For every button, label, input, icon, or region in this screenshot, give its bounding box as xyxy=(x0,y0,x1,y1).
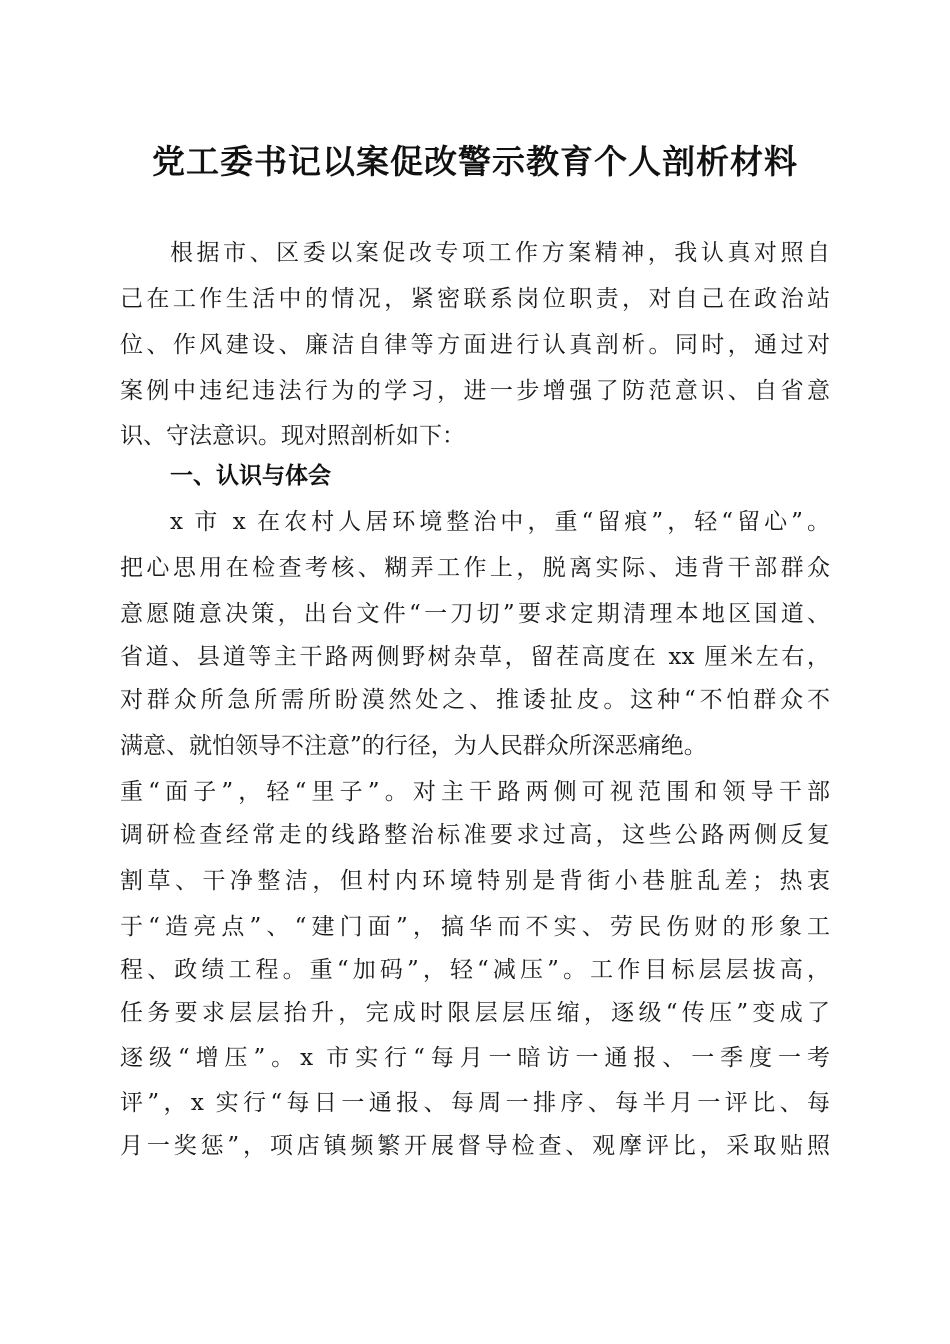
body-line: x 市 x 在农村人居环境整治中，重“留痕”，轻“留心”。 xyxy=(170,509,830,535)
intro-line: 案例中违纪违法行为的学习，进一步增强了防范意识、自省意 xyxy=(120,378,830,404)
body-line: 把心思用在检查考核、糊弄工作上，脱离实际、违背干部群众 xyxy=(120,555,830,581)
body-line: 省道、县道等主干路两侧野树杂草，留茬高度在 xx 厘米左右， xyxy=(120,644,830,670)
body-line: 重“面子”，轻“里子”。对主干路两侧可视范围和领导干部 xyxy=(120,779,830,805)
intro-line: 位、作风建设、廉洁自律等方面进行认真剖析。同时，通过对 xyxy=(120,332,830,358)
section-heading: 一、认识与体会 xyxy=(170,463,331,489)
intro-line: 根据市、区委以案促改专项工作方案精神，我认真对照自 xyxy=(170,240,830,266)
body-line: 割草、干净整洁，但村内环境特别是背街小巷脏乱差；热衷 xyxy=(120,868,830,894)
body-line: 逐级“增压”。x 市实行“每月一暗访一通报、一季度一考 xyxy=(120,1045,830,1071)
body-line: 调研检查经常走的线路整治标准要求过高，这些公路两侧反复 xyxy=(120,822,830,848)
body-line: 任务要求层层抬升，完成时限层层压缩，逐级“传压”变成了 xyxy=(120,1000,830,1026)
body-line: 月一奖惩”，项店镇频繁开展督导检查、观摩评比，采取贴照 xyxy=(120,1133,830,1159)
body-line: 意愿随意决策，出台文件“一刀切”要求定期清理本地区国道、 xyxy=(120,601,830,627)
body-line: 对群众所急所需所盼漠然处之、推诿扯皮。这种“不怕群众不 xyxy=(120,687,830,713)
body-line: 满意、就怕领导不注意”的行径，为人民群众所深恶痛绝。 xyxy=(120,733,707,759)
body-line: 程、政绩工程。重“加码”，轻“减压”。工作目标层层拔高， xyxy=(120,957,830,983)
document-title: 党工委书记以案促改警示教育个人剖析材料 xyxy=(152,142,798,181)
body-line: 评”，x 实行“每日一通报、每周一排序、每半月一评比、每 xyxy=(120,1090,830,1116)
body-line: 于“造亮点”、“建门面”，搞华而不实、劳民伤财的形象工 xyxy=(120,914,830,940)
intro-line: 己在工作生活中的情况，紧密联系岗位职责，对自己在政治站 xyxy=(120,286,830,312)
intro-line: 识、守法意识。现对照剖析如下： xyxy=(120,423,465,449)
